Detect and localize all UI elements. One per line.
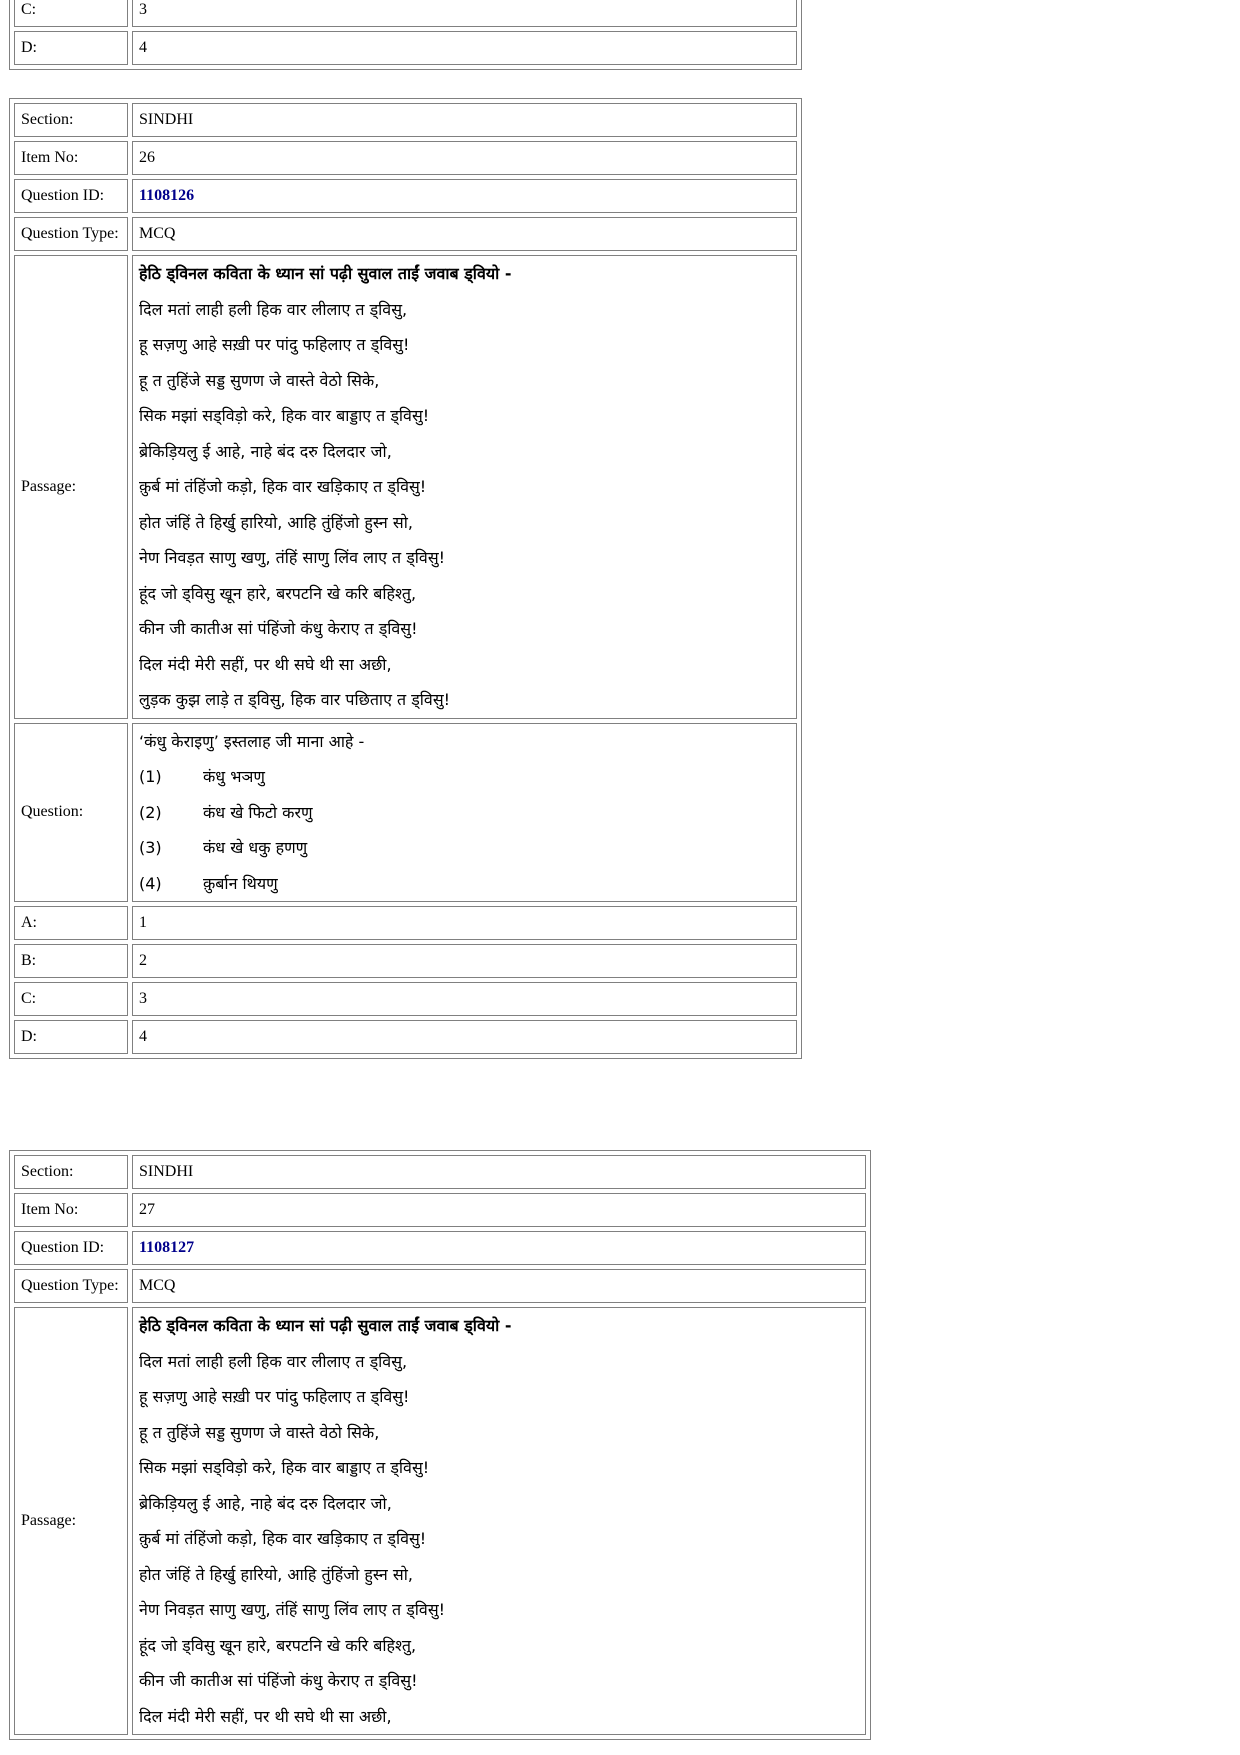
- option-value: 1: [132, 906, 797, 940]
- passage-line: कीन जी कातीअ सां पंहिंजो कंधु केराए त ड्विसु!: [139, 619, 418, 638]
- passage-line: ब्रेकिड़ियलु ई आहे, नाहे बंद दरु दिलदार जो,: [139, 441, 392, 461]
- question-label: Question:: [14, 723, 128, 903]
- passage-line: दिल मतां लाही हली हिक वार लीलाए त ड्विसु,: [139, 299, 408, 319]
- passage-line: क़ुर्ब मां तंहिंजो कड़ो, हिक वार खड़िकाए त ड्विसु!: [139, 477, 427, 496]
- passage-line: दिल मंदी मेरी सहीं, पर थी सघे थी सा अछी,: [139, 654, 392, 674]
- option-label: C:: [14, 0, 128, 27]
- question-table-item-27: [9, 1150, 871, 1740]
- passage-line: होत जंहिं ते हिर्खु हारियो, आहि तुंहिंजो हुस्न सो,: [139, 1564, 413, 1584]
- question-id-row: [14, 1231, 866, 1265]
- passage-line: हू त तुहिंजे सड्ड सुणण जे वास्ते वेठो सिके,: [139, 1422, 380, 1442]
- item-no-label: Item No:: [14, 1193, 128, 1227]
- passage-content: [132, 1307, 866, 1735]
- item-no-label: Item No:: [14, 141, 128, 175]
- option-value: 4: [132, 31, 797, 65]
- question-choice: [139, 759, 790, 795]
- section-label: Section:: [14, 1155, 128, 1189]
- choice-number: (1): [139, 767, 162, 786]
- passage-line: हू सज़णु आहे सख़ी पर पांदु फहिलाए त ड्विसु!: [139, 1387, 410, 1406]
- passage-row: [14, 255, 797, 719]
- option-row-a: [14, 906, 797, 940]
- choice-text: कंध खे फिटो करणु: [203, 802, 313, 822]
- question-type-row: [14, 1269, 866, 1303]
- passage-line: नेण निवड़त साणु खणु, तंहिं साणु लिंव लाए त ड्विसु!: [139, 548, 446, 567]
- choice-text: कंध खे धकु हणणु: [203, 838, 308, 857]
- question-choice: [139, 795, 790, 831]
- passage-line: हूंद जो ड्विसु खून हारे, बरपटनि खे करि बहिश्तु,: [139, 1635, 417, 1655]
- option-value: 3: [132, 982, 797, 1016]
- option-label: B:: [14, 944, 128, 978]
- question-id-row: [14, 179, 797, 213]
- passage-line: सिक मझां सड्विड़ो करे, हिक वार बाड्डाए त ड्विसु!: [139, 1458, 430, 1477]
- question-type-value: MCQ: [132, 217, 797, 251]
- question-id-value: 1108127: [132, 1231, 866, 1265]
- passage-line: होत जंहिं ते हिर्खु हारियो, आहि तुंहिंजो हुस्न सो,: [139, 512, 413, 532]
- passage-line: क़ुर्ब मां तंहिंजो कड़ो, हिक वार खड़िकाए त ड्विसु!: [139, 1529, 427, 1548]
- option-value: 4: [132, 1020, 797, 1054]
- passage-label: Passage:: [14, 1307, 128, 1735]
- question-table-item-26: [9, 98, 802, 1059]
- partial-question-table: [9, 0, 802, 70]
- section-row: [14, 1155, 866, 1189]
- item-no-row: [14, 1193, 866, 1227]
- section-value: SINDHI: [132, 103, 797, 137]
- item-no-value: 27: [132, 1193, 866, 1227]
- option-row-d: [14, 31, 797, 65]
- passage-line: हू सज़णु आहे सख़ी पर पांदु फहिलाए त ड्विसु!: [139, 335, 410, 354]
- question-id-value: 1108126: [132, 179, 797, 213]
- option-label: D:: [14, 1020, 128, 1054]
- question-type-label: Question Type:: [14, 217, 128, 251]
- question-content: [132, 723, 797, 903]
- option-row-c: [14, 982, 797, 1016]
- item-no-value: 26: [132, 141, 797, 175]
- option-label: C:: [14, 982, 128, 1016]
- passage-line: हूंद जो ड्विसु खून हारे, बरपटनि खे करि बहिश्तु,: [139, 583, 417, 603]
- passage-heading: हेठि ड्विनल कविता के ध्यान सां पढ़ी सुवाल ताईं जवाब ड्वियो -: [139, 1316, 512, 1335]
- passage-label: Passage:: [14, 255, 128, 719]
- option-value: 3: [132, 0, 797, 27]
- passage-heading: हेठि ड्विनल कविता के ध्यान सां पढ़ी सुवाल ताईं जवाब ड्वियो -: [139, 264, 512, 283]
- passage-line: दिल मंदी मेरी सहीं, पर थी सघे थी सा अछी,: [139, 1706, 392, 1726]
- choice-text: क़ुर्बान थियणु: [203, 873, 278, 893]
- passage-line: कीन जी कातीअ सां पंहिंजो कंधु केराए त ड्विसु!: [139, 1671, 418, 1690]
- question-type-row: [14, 217, 797, 251]
- option-label: A:: [14, 906, 128, 940]
- choice-text: कंधु भञणु: [203, 767, 265, 786]
- option-row-d: [14, 1020, 797, 1054]
- question-type-value: MCQ: [132, 1269, 866, 1303]
- passage-line: ब्रेकिड़ियलु ई आहे, नाहे बंद दरु दिलदार जो,: [139, 1493, 392, 1513]
- choice-number: (3): [139, 838, 162, 857]
- passage-line: नेण निवड़त साणु खणु, तंहिं साणु लिंव लाए त ड्विसु!: [139, 1600, 446, 1619]
- option-label: D:: [14, 31, 128, 65]
- question-choice: [139, 830, 790, 866]
- question-id-label: Question ID:: [14, 1231, 128, 1265]
- question-row: [14, 723, 797, 903]
- passage-line: दिल मतां लाही हली हिक वार लीलाए त ड्विसु,: [139, 1351, 408, 1371]
- passage-line: सिक मझां सड्विड़ो करे, हिक वार बाड्डाए त ड्विसु!: [139, 406, 430, 425]
- passage-row: [14, 1307, 866, 1735]
- option-value: 2: [132, 944, 797, 978]
- question-text: ‘कंधु केराइणु’ इस्तलाह जी माना आहे -: [139, 731, 365, 751]
- passage-line: लुड़क कुझ लाड़े त ड्विसु, हिक वार पछिताए त ड्विसु!: [139, 690, 451, 709]
- section-row: [14, 103, 797, 137]
- choice-number: (2): [139, 802, 162, 822]
- section-value: SINDHI: [132, 1155, 866, 1189]
- question-id-label: Question ID:: [14, 179, 128, 213]
- item-no-row: [14, 141, 797, 175]
- question-choice: [139, 866, 790, 902]
- passage-content: [132, 255, 797, 719]
- option-row-c: [14, 0, 797, 27]
- question-type-label: Question Type:: [14, 1269, 128, 1303]
- choice-number: (4): [139, 873, 162, 893]
- passage-line: हू त तुहिंजे सड्ड सुणण जे वास्ते वेठो सिके,: [139, 370, 380, 390]
- option-row-b: [14, 944, 797, 978]
- section-label: Section:: [14, 103, 128, 137]
